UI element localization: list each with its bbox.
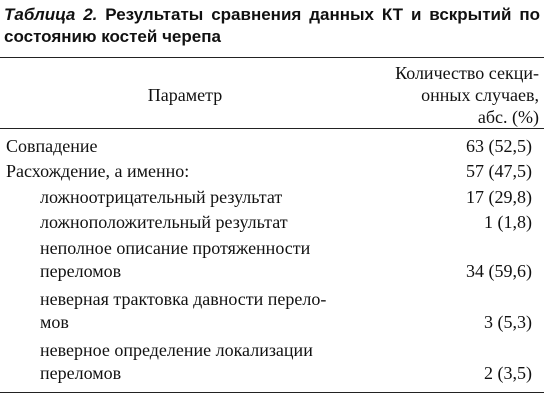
row-value: 3 (5,3) — [484, 312, 532, 332]
row-label — [6, 160, 366, 183]
table-row — [0, 135, 544, 158]
row-label-line: Расхождение, а именно: — [6, 161, 190, 181]
row-label — [40, 288, 370, 334]
top-rule — [0, 57, 544, 58]
table-number: Таблица 2. — [4, 5, 98, 24]
row-value: 34 (59,6) — [466, 261, 532, 281]
table-row — [0, 160, 544, 183]
table-row — [0, 288, 544, 334]
column-header-count — [365, 62, 539, 128]
row-label — [40, 237, 370, 283]
row-label-line: переломов — [40, 261, 122, 281]
bottom-rule — [0, 392, 544, 393]
row-value: 17 (29,8) — [466, 187, 532, 207]
row-label-line: ложноположительный результат — [40, 212, 288, 232]
header-rule — [0, 128, 544, 129]
row-label-line: переломов — [40, 363, 122, 383]
column-header-parameter: Параметр — [147, 85, 223, 105]
row-label — [6, 135, 366, 158]
row-value: 57 (47,5) — [466, 161, 532, 181]
row-value: 63 (52,5) — [466, 136, 532, 156]
table-row — [0, 186, 544, 209]
row-label-line: Совпадение — [6, 136, 98, 156]
table-title: Результаты сравнения данных КТ и вскрытий по состоянию костей черепа — [4, 5, 540, 46]
row-label — [40, 339, 370, 385]
row-label — [40, 211, 370, 234]
column-header-count-line: абс. (%) — [477, 107, 539, 127]
row-label-line: неполное описание протяженности — [40, 238, 311, 258]
column-header-count-line: Количество секци- — [395, 63, 539, 83]
table-row — [0, 339, 544, 385]
row-value: 2 (3,5) — [484, 363, 532, 383]
row-label-line: неверная трактовка давности перело- — [40, 289, 327, 309]
table-caption — [4, 4, 540, 48]
table-row — [0, 211, 544, 234]
row-label-line: мов — [40, 312, 69, 332]
row-label-line: ложноотрицательный результат — [40, 187, 283, 207]
row-value: 1 (1,8) — [484, 212, 532, 232]
row-label-line: неверное определение локализации — [40, 340, 313, 360]
column-header-count-line: онных случаев, — [421, 85, 539, 105]
table-row — [0, 237, 544, 283]
row-label — [40, 186, 370, 209]
